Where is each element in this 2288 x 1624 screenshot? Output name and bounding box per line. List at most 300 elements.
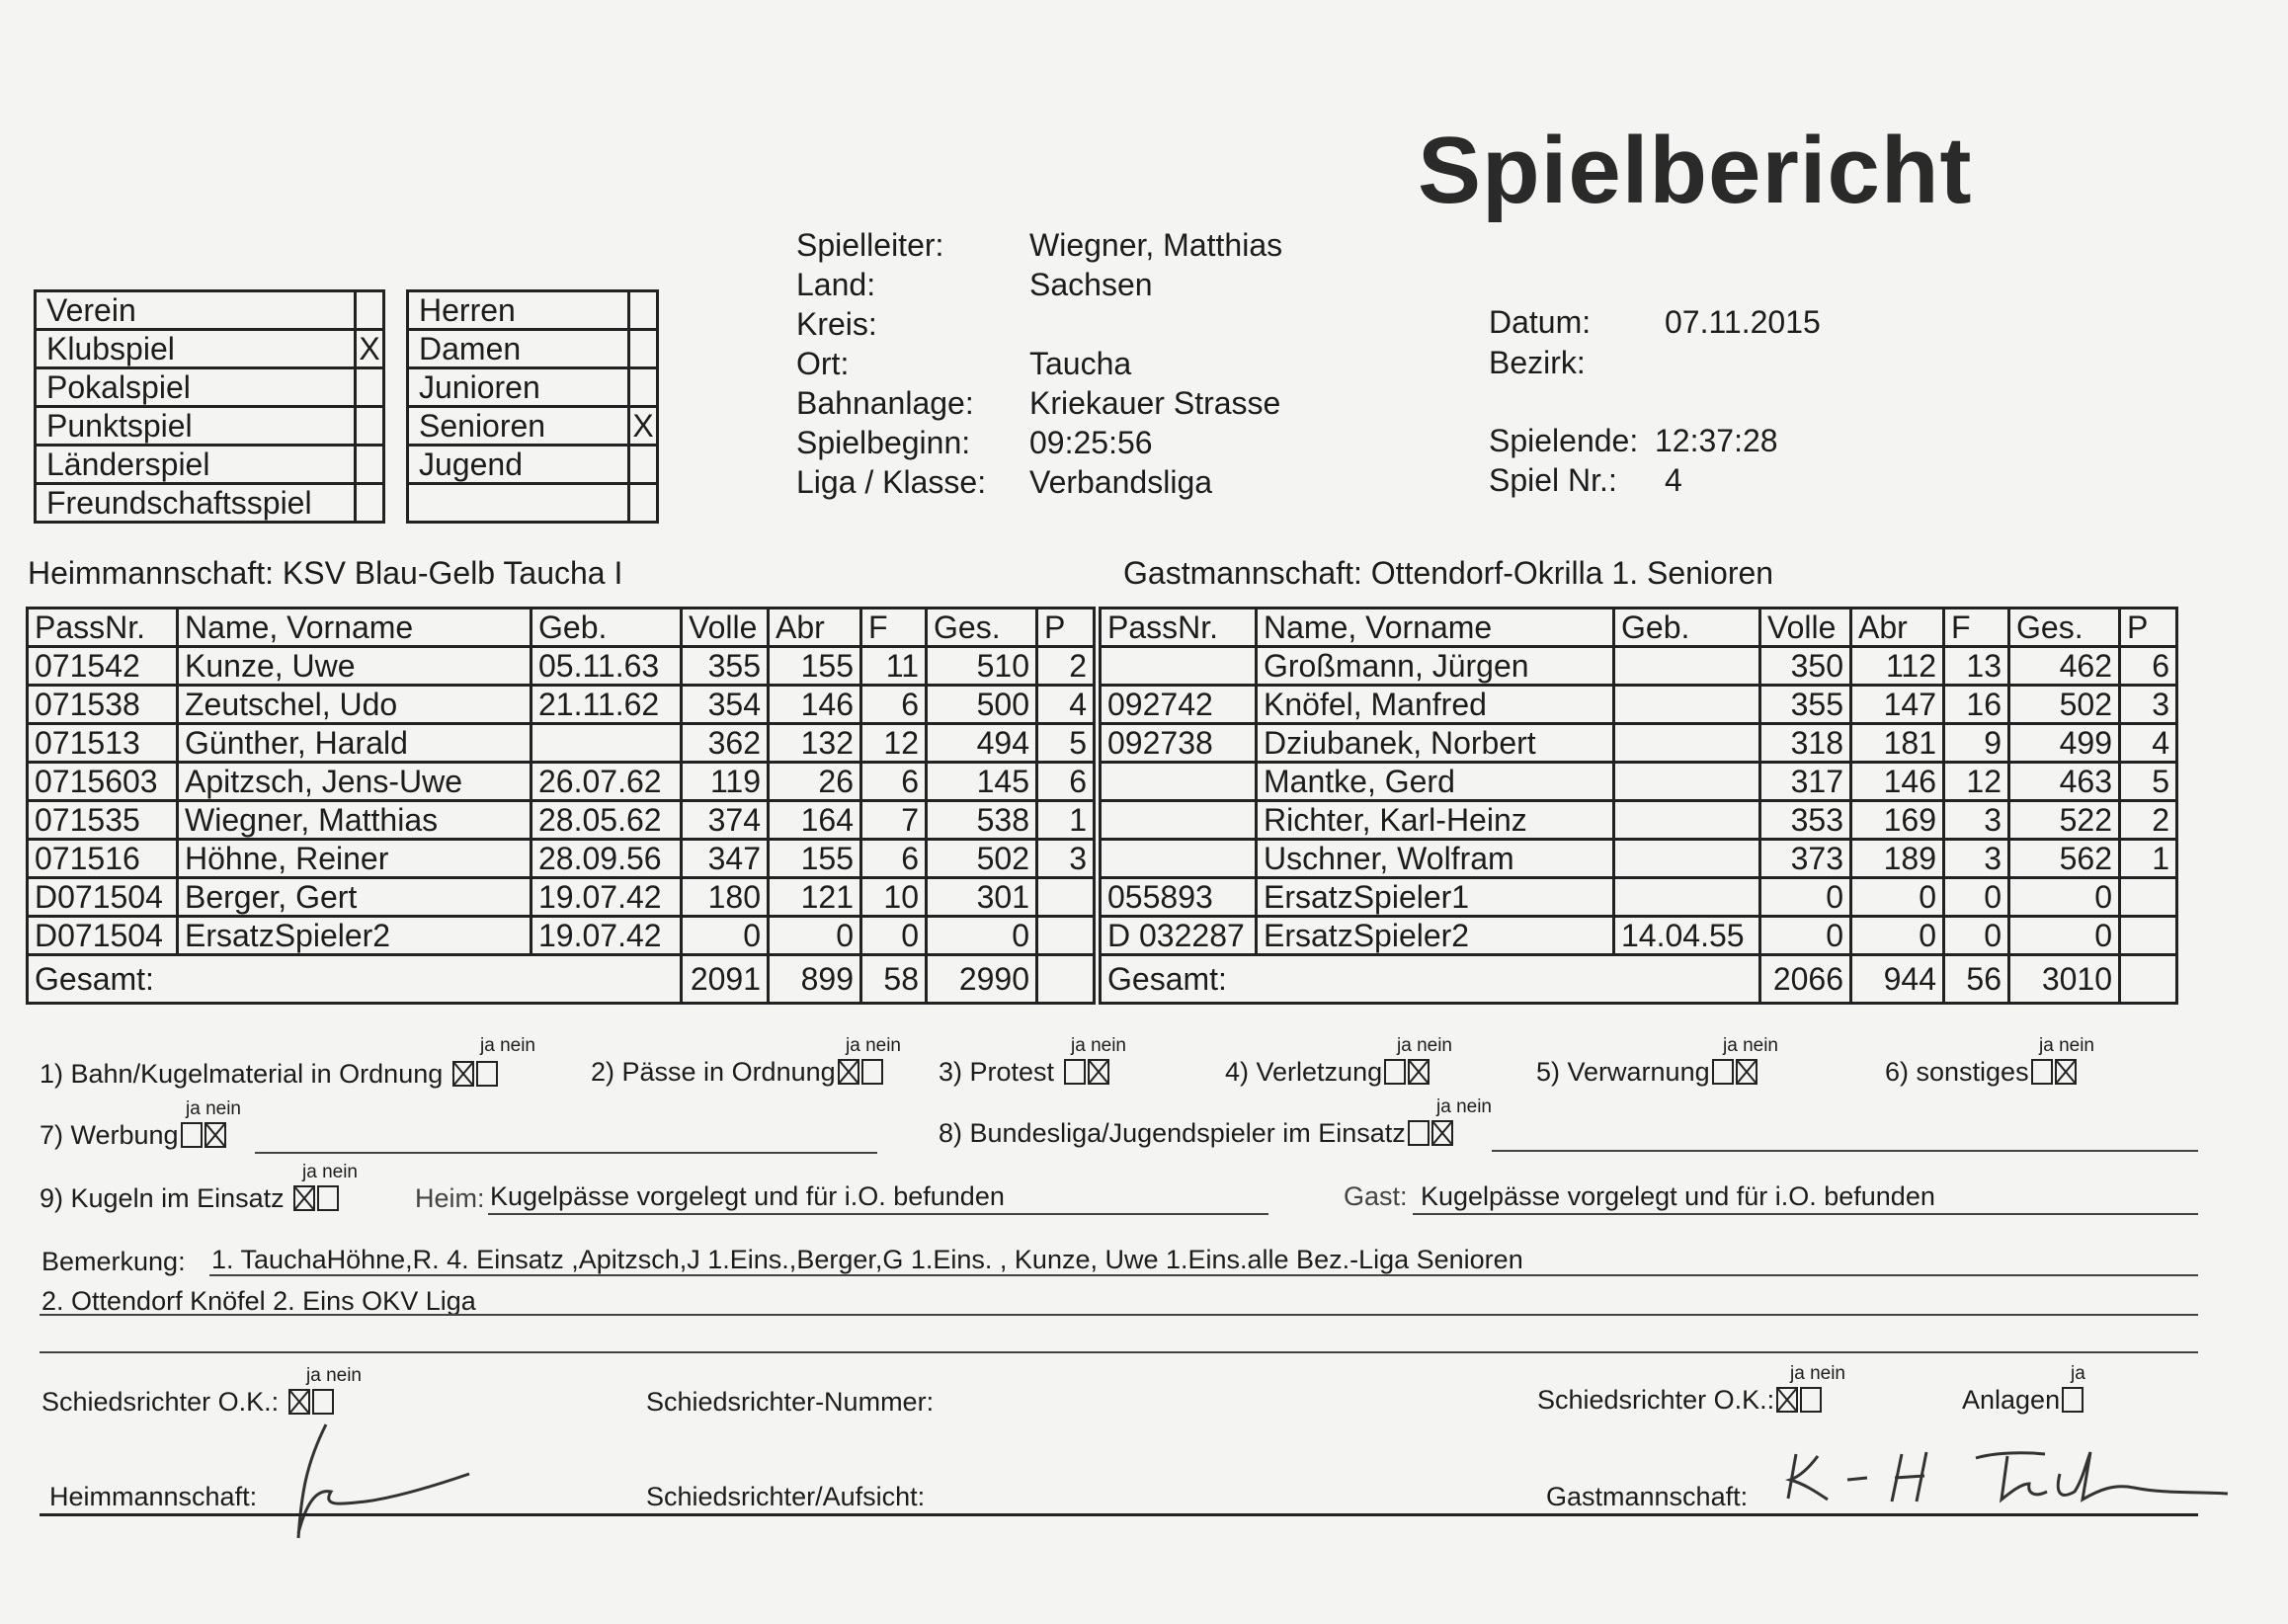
- remarks-line1: 1. TauchaHöhne,R. 4. Einsatz ,Apitzsch,J 1.Eins.,Berger,G 1.Eins. , Kunze, Uwe 1.Eins.alle Bez.-Liga Senioren: [211, 1245, 1523, 1274]
- guest-p: 1: [2120, 840, 2177, 878]
- check-q2: [591, 1057, 883, 1088]
- check-q1-ja-checkbox[interactable]: [452, 1061, 474, 1087]
- ja-label: ja: [1071, 1035, 1086, 1056]
- home-abr: 0: [769, 917, 861, 955]
- home-ges: 538: [927, 801, 1037, 840]
- guest-pass: D 032287: [1101, 917, 1257, 955]
- land-value: Sachsen: [1029, 267, 1153, 302]
- type-laenderspiel-mark[interactable]: [356, 446, 384, 484]
- guest-ges: 562: [2009, 840, 2120, 878]
- type-verein-mark[interactable]: [356, 291, 384, 330]
- guest-ges: 463: [2009, 763, 2120, 801]
- col-abr-guest: Abr: [1851, 609, 1944, 647]
- check-q3-label: 3) Protest: [939, 1057, 1055, 1087]
- class-junioren: Junioren: [408, 368, 629, 407]
- home-volle: 0: [682, 917, 769, 955]
- col-geb: Geb.: [531, 609, 682, 647]
- home-abr: 155: [769, 840, 861, 878]
- guest-geb: [1614, 763, 1760, 801]
- type-punktspiel: Punktspiel: [36, 407, 356, 446]
- kreis-value: [1029, 306, 1282, 346]
- type-pokalspiel: Pokalspiel: [36, 368, 356, 407]
- guest-geb: [1614, 647, 1760, 686]
- check-q6-ja-checkbox[interactable]: [2031, 1059, 2053, 1085]
- sr-ok-right-label: Schiedsrichter O.K.:: [1537, 1385, 1775, 1415]
- guest-name: Mantke, Gerd: [1257, 763, 1614, 801]
- guest-f: 0: [1944, 878, 2009, 917]
- check-q5-label: 5) Verwarnung: [1536, 1057, 1710, 1087]
- totals-row: [28, 955, 2177, 1004]
- nein-label: nein: [2059, 1035, 2094, 1056]
- guest-abr: 0: [1851, 917, 1944, 955]
- ja-label: ja: [1436, 1096, 1451, 1117]
- class-box: [406, 289, 659, 524]
- guest-volle: 353: [1760, 801, 1851, 840]
- sr-ok-right-ja-checkbox[interactable]: [1776, 1387, 1798, 1413]
- home-volle: 355: [682, 647, 769, 686]
- home-ges: 145: [927, 763, 1037, 801]
- guest-name: Knöfel, Manfred: [1257, 686, 1614, 724]
- bezirk-label: Bezirk:: [1489, 345, 1586, 380]
- q6-ja-nein-label: [2039, 1035, 2094, 1057]
- nein-label: nein: [865, 1035, 901, 1056]
- class-senioren-mark[interactable]: X: [629, 407, 658, 446]
- home-f: 6: [861, 686, 927, 724]
- guest-team-heading: Gastmannschaft: Ottendorf-Okrilla 1. Senioren: [1123, 555, 1774, 591]
- guest-volle: 0: [1760, 878, 1851, 917]
- guest-p: 6: [2120, 647, 2177, 686]
- spielnr-value: 4: [1665, 462, 1682, 498]
- guest-volle: 373: [1760, 840, 1851, 878]
- home-abr: 132: [769, 724, 861, 763]
- class-junioren-mark[interactable]: [629, 368, 658, 407]
- guest-pass: [1101, 647, 1257, 686]
- guest-volle: 0: [1760, 917, 1851, 955]
- table-row: [28, 763, 2177, 801]
- remarks-label: Bemerkung:: [41, 1247, 186, 1276]
- guest-name: Uschner, Wolfram: [1257, 840, 1614, 878]
- guest-total-abr: 944: [1851, 955, 1944, 1004]
- class-senioren: Senioren: [408, 407, 629, 446]
- check-q4-ja-checkbox[interactable]: [1384, 1059, 1406, 1085]
- header-labels: [796, 227, 986, 504]
- guest-name: Großmann, Jürgen: [1257, 647, 1614, 686]
- col-ges: Ges.: [927, 609, 1037, 647]
- datum-label: Datum:: [1489, 304, 1592, 340]
- ja-label: ja: [306, 1365, 321, 1386]
- guest-geb: [1614, 878, 1760, 917]
- land-label: Land:: [796, 267, 876, 302]
- guest-volle: 350: [1760, 647, 1851, 686]
- heim-check-line: [488, 1213, 1268, 1215]
- guest-p: [2120, 878, 2177, 917]
- check-q4: [1225, 1057, 1430, 1088]
- col-name: Name, Vorname: [178, 609, 531, 647]
- guest-abr: 147: [1851, 686, 1944, 724]
- check-q5-ja-checkbox[interactable]: [1712, 1059, 1734, 1085]
- home-geb: 05.11.63: [531, 647, 682, 686]
- guest-total-f: 56: [1944, 955, 2009, 1004]
- home-ges: 510: [927, 647, 1037, 686]
- col-ges-guest: Ges.: [2009, 609, 2120, 647]
- bahnanlage-value: Kriekauer Strasse: [1029, 385, 1281, 421]
- guest-f: 3: [1944, 840, 2009, 878]
- check-q6: [1885, 1057, 2077, 1088]
- signature-rule: [40, 1513, 2198, 1516]
- home-name: Kunze, Uwe: [178, 647, 531, 686]
- home-p: 2: [1037, 647, 1095, 686]
- check-q9-ja-checkbox[interactable]: [293, 1185, 315, 1211]
- nein-label: nein: [322, 1162, 358, 1182]
- col-passnr: PassNr.: [28, 609, 178, 647]
- class-herren-mark[interactable]: [629, 291, 658, 330]
- home-geb: 19.07.42: [531, 917, 682, 955]
- col-abr: Abr: [769, 609, 861, 647]
- guest-ges: 502: [2009, 686, 2120, 724]
- home-ges: 494: [927, 724, 1037, 763]
- gast-check-text: Kugelpässe vorgelegt und für i.O. befunden: [1421, 1181, 1935, 1211]
- home-name: ErsatzSpieler2: [178, 917, 531, 955]
- home-abr: 121: [769, 878, 861, 917]
- q2-ja-nein-label: [846, 1035, 901, 1057]
- guest-name: ErsatzSpieler1: [1257, 878, 1614, 917]
- guest-geb: [1614, 840, 1760, 878]
- home-volle: 354: [682, 686, 769, 724]
- guest-abr: 112: [1851, 647, 1944, 686]
- guest-geb: 14.04.55: [1614, 917, 1760, 955]
- col-volle: Volle: [682, 609, 769, 647]
- guest-f: 3: [1944, 801, 2009, 840]
- heim-check-label: Heim:: [415, 1183, 485, 1213]
- guest-pass: 092742: [1101, 686, 1257, 724]
- table-row: [28, 801, 2177, 840]
- col-p: P: [1037, 609, 1095, 647]
- ja-label: ja: [1397, 1035, 1412, 1056]
- sr-ok-left-ja-checkbox[interactable]: [288, 1389, 310, 1415]
- guest-f: 13: [1944, 647, 2009, 686]
- datum-value: 07.11.2015: [1665, 304, 1821, 340]
- guest-ges: 0: [2009, 878, 2120, 917]
- table-row: [28, 647, 2177, 686]
- check-q2-nein-checkbox[interactable]: [861, 1059, 883, 1085]
- guest-abr: 189: [1851, 840, 1944, 878]
- class-damen-mark[interactable]: [629, 330, 658, 368]
- guest-pass: 055893: [1101, 878, 1257, 917]
- spielbeginn-label: Spielbeginn:: [796, 425, 971, 460]
- home-volle: 180: [682, 878, 769, 917]
- home-pass: 071513: [28, 724, 178, 763]
- q9-ja-nein-label: [302, 1162, 358, 1183]
- type-freundschaftsspiel-mark[interactable]: [356, 484, 384, 523]
- home-abr: 164: [769, 801, 861, 840]
- guest-p: 2: [2120, 801, 2177, 840]
- guest-name: ErsatzSpieler2: [1257, 917, 1614, 955]
- home-geb: 26.07.62: [531, 763, 682, 801]
- class-damen: Damen: [408, 330, 629, 368]
- home-ges: 502: [927, 840, 1037, 878]
- check-q7-ja-checkbox[interactable]: [181, 1122, 203, 1148]
- guest-signature-icon: [1778, 1444, 2233, 1513]
- check-q6-nein-checkbox[interactable]: [2055, 1059, 2077, 1085]
- home-p: 4: [1037, 686, 1095, 724]
- home-f: 12: [861, 724, 927, 763]
- class-herren: Herren: [408, 291, 629, 330]
- check-q8-label: 8) Bundesliga/Jugendspieler im Einsatz: [939, 1118, 1406, 1148]
- table-header-row: [28, 609, 2177, 647]
- anlagen-ja-label: ja: [2071, 1363, 2085, 1384]
- check-q7-label: 7) Werbung: [40, 1120, 179, 1150]
- guest-geb: [1614, 801, 1760, 840]
- home-name: Günther, Harald: [178, 724, 531, 763]
- aufsicht-sign-label: Schiedsrichter/Aufsicht:: [646, 1482, 926, 1511]
- check-q1-nein-checkbox[interactable]: [476, 1061, 498, 1087]
- heimmannschaft-sign-label: Heimmannschaft:: [49, 1482, 258, 1511]
- col-passnr-guest: PassNr.: [1101, 609, 1257, 647]
- home-geb: [531, 724, 682, 763]
- guest-total-volle: 2066: [1760, 955, 1851, 1004]
- guest-volle: 317: [1760, 763, 1851, 801]
- check-q8-nein-checkbox[interactable]: [1431, 1120, 1453, 1146]
- spielnr-label: Spiel Nr.:: [1489, 462, 1617, 498]
- home-total-f: 58: [861, 955, 927, 1004]
- nein-label: nein: [1091, 1035, 1126, 1056]
- guest-name: Richter, Karl-Heinz: [1257, 801, 1614, 840]
- home-pass: 071538: [28, 686, 178, 724]
- home-total-label: Gesamt:: [28, 955, 682, 1004]
- guest-geb: [1614, 686, 1760, 724]
- home-p: [1037, 878, 1095, 917]
- ja-label: ja: [480, 1035, 495, 1056]
- home-p: [1037, 917, 1095, 955]
- home-f: 0: [861, 917, 927, 955]
- guest-p: 4: [2120, 724, 2177, 763]
- home-f: 7: [861, 801, 927, 840]
- class-jugend-mark[interactable]: [629, 446, 658, 484]
- gast-check-label: Gast:: [1344, 1181, 1408, 1211]
- home-name: Apitzsch, Jens-Uwe: [178, 763, 531, 801]
- type-freundschaftsspiel: Freundschaftsspiel: [36, 484, 356, 523]
- ort-label: Ort:: [796, 346, 850, 381]
- col-p-guest: P: [2120, 609, 2177, 647]
- spielende-label: Spielende:: [1489, 423, 1639, 458]
- col-volle-guest: Volle: [1760, 609, 1851, 647]
- guest-volle: 355: [1760, 686, 1851, 724]
- q3-ja-nein-label: [1071, 1035, 1126, 1057]
- spielleiter-label: Spielleiter:: [796, 227, 944, 263]
- home-geb: 19.07.42: [531, 878, 682, 917]
- home-team-heading: Heimmannschaft: KSV Blau-Gelb Taucha I: [28, 555, 623, 591]
- guest-p: 3: [2120, 686, 2177, 724]
- home-abr: 155: [769, 647, 861, 686]
- type-punktspiel-mark[interactable]: [356, 407, 384, 446]
- nein-label: nein: [1743, 1035, 1778, 1056]
- col-f-guest: F: [1944, 609, 2009, 647]
- guest-ges: 462: [2009, 647, 2120, 686]
- check-q4-label: 4) Verletzung: [1225, 1057, 1383, 1087]
- guest-abr: 0: [1851, 878, 1944, 917]
- home-ges: 301: [927, 878, 1037, 917]
- remarks-line2: 2. Ottendorf Knöfel 2. Eins OKV Liga: [41, 1286, 476, 1316]
- check-q9: [40, 1183, 339, 1214]
- sr-right-ja-nein-label: [1790, 1363, 1845, 1385]
- ja-label: ja: [302, 1162, 317, 1182]
- table-row: [28, 917, 2177, 955]
- guest-pass: [1101, 763, 1257, 801]
- check-q9-label: 9) Kugeln im Einsatz: [40, 1183, 285, 1213]
- col-geb-guest: Geb.: [1614, 609, 1760, 647]
- home-name: Höhne, Reiner: [178, 840, 531, 878]
- guest-f: 9: [1944, 724, 2009, 763]
- nein-label: nein: [205, 1098, 241, 1119]
- guest-pass: [1101, 801, 1257, 840]
- type-laenderspiel: Länderspiel: [36, 446, 356, 484]
- home-pass: 071516: [28, 840, 178, 878]
- guest-abr: 181: [1851, 724, 1944, 763]
- sr-ok-left-label: Schiedsrichter O.K.:: [41, 1387, 280, 1417]
- check-q3: [939, 1057, 1109, 1088]
- check-q3-nein-checkbox[interactable]: [1088, 1059, 1109, 1085]
- sr-ok-left: [41, 1387, 334, 1418]
- home-pass: 071535: [28, 801, 178, 840]
- sr-ok-right-nein-checkbox[interactable]: [1800, 1387, 1822, 1413]
- sr-ok-left-nein-checkbox[interactable]: [312, 1389, 334, 1415]
- q7-ja-nein-label: [186, 1098, 241, 1120]
- check-q4-nein-checkbox[interactable]: [1408, 1059, 1430, 1085]
- check-q2-label: 2) Pässe in Ordnung: [591, 1057, 836, 1087]
- guest-f: 16: [1944, 686, 2009, 724]
- home-f: 6: [861, 763, 927, 801]
- anlagen-ja-checkbox[interactable]: [2062, 1387, 2084, 1413]
- results-table: [26, 607, 2178, 1005]
- col-name-guest: Name, Vorname: [1257, 609, 1614, 647]
- remarks-line1-rule: [209, 1274, 2198, 1276]
- home-total-volle: 2091: [682, 955, 769, 1004]
- home-volle: 119: [682, 763, 769, 801]
- q4-ja-nein-label: [1397, 1035, 1452, 1057]
- gastmannschaft-sign-label: Gastmannschaft:: [1546, 1482, 1749, 1511]
- game-type-box: [34, 289, 385, 524]
- check-q8-ja-checkbox[interactable]: [1408, 1120, 1430, 1146]
- anlagen: [1962, 1385, 2084, 1416]
- guest-volle: 318: [1760, 724, 1851, 763]
- home-abr: 26: [769, 763, 861, 801]
- home-total-p: [1037, 955, 1095, 1004]
- home-pass: 071542: [28, 647, 178, 686]
- guest-f: 12: [1944, 763, 2009, 801]
- q7-line: [255, 1152, 877, 1154]
- class-empty: [408, 484, 629, 523]
- check-q1-label: 1) Bahn/Kugelmaterial in Ordnung: [40, 1059, 444, 1089]
- guest-total-label: Gesamt:: [1101, 955, 1760, 1004]
- ja-label: ja: [1790, 1363, 1805, 1384]
- col-f: F: [861, 609, 927, 647]
- class-empty-mark[interactable]: [629, 484, 658, 523]
- ja-label: ja: [186, 1098, 201, 1119]
- home-p: 5: [1037, 724, 1095, 763]
- liga-label: Liga / Klasse:: [796, 464, 987, 500]
- guest-abr: 146: [1851, 763, 1944, 801]
- home-name: Zeutschel, Udo: [178, 686, 531, 724]
- sr-ok-right: [1537, 1385, 1822, 1416]
- ja-label: ja: [2039, 1035, 2054, 1056]
- spielleiter-value: Wiegner, Matthias: [1029, 227, 1283, 263]
- q8-ja-nein-label: [1436, 1096, 1492, 1118]
- home-p: 6: [1037, 763, 1095, 801]
- nein-label: nein: [1417, 1035, 1452, 1056]
- home-f: 10: [861, 878, 927, 917]
- guest-geb: [1614, 724, 1760, 763]
- check-q5-nein-checkbox[interactable]: [1736, 1059, 1757, 1085]
- check-q9-nein-checkbox[interactable]: [317, 1185, 339, 1211]
- guest-f: 0: [1944, 917, 2009, 955]
- home-volle: 374: [682, 801, 769, 840]
- check-q7-nein-checkbox[interactable]: [204, 1122, 226, 1148]
- heim-check-text: Kugelpässe vorgelegt und für i.O. befunden: [490, 1181, 1005, 1211]
- ja-label: ja: [846, 1035, 860, 1056]
- remarks-line2-rule: [40, 1314, 2198, 1316]
- check-q7: [40, 1120, 226, 1151]
- home-f: 6: [861, 840, 927, 878]
- guest-pass: [1101, 840, 1257, 878]
- type-klubspiel: Klubspiel: [36, 330, 356, 368]
- home-signature-icon: [286, 1415, 484, 1543]
- home-total-ges: 2990: [927, 955, 1037, 1004]
- guest-total-p: [2120, 955, 2177, 1004]
- table-row: [28, 686, 2177, 724]
- home-abr: 146: [769, 686, 861, 724]
- guest-p: [2120, 917, 2177, 955]
- home-name: Wiegner, Matthias: [178, 801, 531, 840]
- header-values: [1029, 227, 1282, 504]
- nein-label: nein: [1810, 1363, 1845, 1384]
- home-geb: 28.09.56: [531, 840, 682, 878]
- table-row: [28, 840, 2177, 878]
- home-f: 11: [861, 647, 927, 686]
- home-volle: 362: [682, 724, 769, 763]
- home-ges: 0: [927, 917, 1037, 955]
- q8-line: [1492, 1150, 2198, 1152]
- type-klubspiel-mark[interactable]: X: [356, 330, 384, 368]
- class-jugend: Jugend: [408, 446, 629, 484]
- home-ges: 500: [927, 686, 1037, 724]
- check-q6-label: 6) sonstiges: [1885, 1057, 2029, 1087]
- check-q3-ja-checkbox[interactable]: [1064, 1059, 1086, 1085]
- guest-abr: 169: [1851, 801, 1944, 840]
- ort-value: Taucha: [1029, 346, 1132, 381]
- sr-nummer-label: Schiedsrichter-Nummer:: [646, 1387, 935, 1417]
- kreis-label: Kreis:: [796, 306, 877, 342]
- check-q8: [939, 1118, 1453, 1149]
- guest-ges: 522: [2009, 801, 2120, 840]
- home-p: 3: [1037, 840, 1095, 878]
- table-row: [28, 724, 2177, 763]
- spielbeginn-value: 09:25:56: [1029, 425, 1153, 460]
- home-pass: D071504: [28, 878, 178, 917]
- guest-ges: 0: [2009, 917, 2120, 955]
- remarks-line3-rule: [40, 1351, 2198, 1353]
- sr-left-ja-nein-label: [306, 1365, 362, 1387]
- nein-label: nein: [1456, 1096, 1492, 1117]
- guest-ges: 499: [2009, 724, 2120, 763]
- home-geb: 28.05.62: [531, 801, 682, 840]
- q5-ja-nein-label: [1723, 1035, 1778, 1057]
- home-pass: 0715603: [28, 763, 178, 801]
- page-title: Spielbericht: [1418, 118, 1973, 223]
- check-q2-ja-checkbox[interactable]: [838, 1059, 859, 1085]
- guest-total-ges: 3010: [2009, 955, 2120, 1004]
- home-geb: 21.11.62: [531, 686, 682, 724]
- type-pokalspiel-mark[interactable]: [356, 368, 384, 407]
